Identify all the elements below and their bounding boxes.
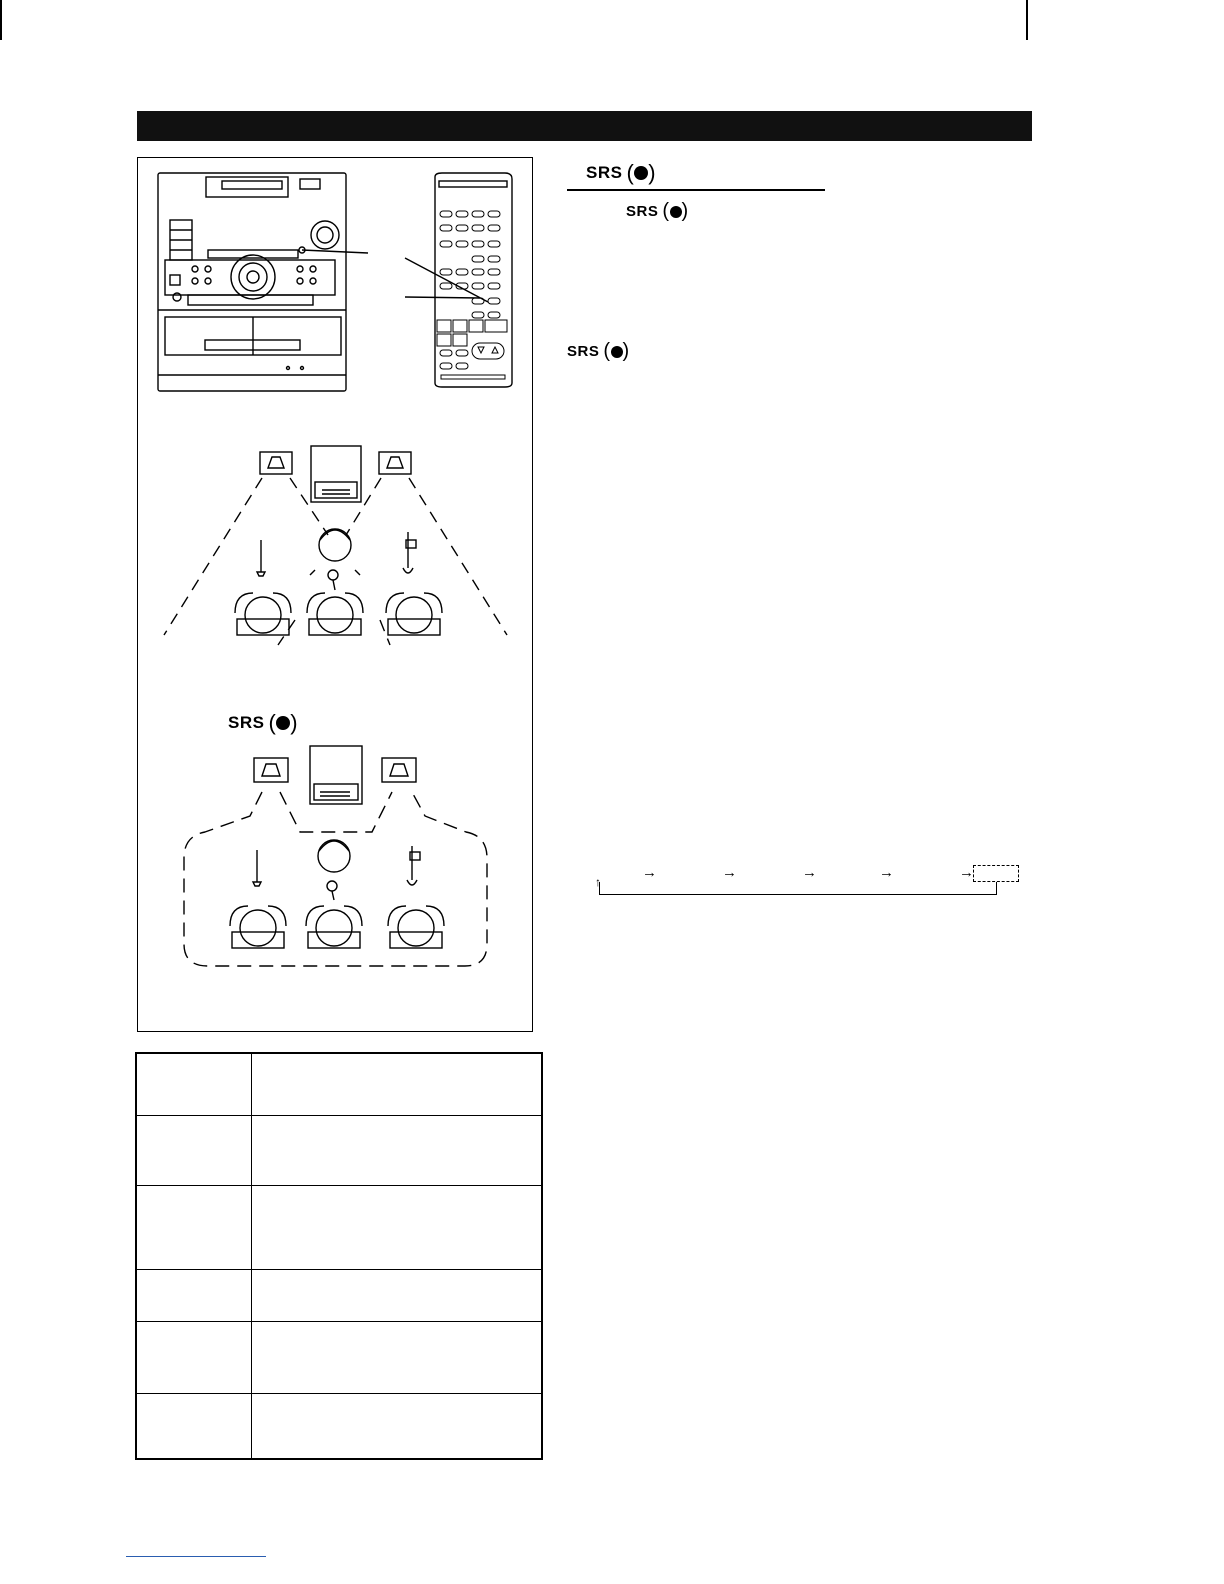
- trumpet-icon: [407, 846, 420, 885]
- srs-logo-open-paren: (: [603, 340, 611, 362]
- srs-3d-diagram: [150, 740, 525, 975]
- crop-mark-top-right: [1026, 0, 1028, 40]
- stereo-unit-icon: [158, 173, 346, 391]
- footer-rule: [126, 1556, 266, 1557]
- srs-logo-text: SRS: [626, 203, 659, 220]
- crop-mark-top-left: [0, 0, 2, 40]
- left-speaker-icon: [260, 452, 292, 474]
- description-cell: [252, 1185, 543, 1269]
- table-row: [136, 1393, 542, 1459]
- srs-logo-text: SRS: [228, 713, 265, 732]
- srs-logo-diagram: [228, 710, 298, 736]
- description-cell: [252, 1053, 543, 1115]
- singer-icon: [310, 529, 360, 590]
- table-row: [136, 1053, 542, 1115]
- cycle-arrow: →: [879, 864, 894, 881]
- audience-icon: [230, 906, 444, 948]
- description-cell: [252, 1269, 543, 1321]
- srs-dot-icon: [611, 346, 623, 358]
- stereo-system-icon: [310, 746, 362, 804]
- table-row: [136, 1321, 542, 1393]
- srs-logo-open-paren: (: [662, 200, 670, 222]
- right-speaker-icon: [382, 758, 416, 782]
- srs-logo-close-paren: ): [290, 710, 299, 735]
- srs-logo-open-paren: (: [268, 710, 277, 735]
- srs-dot-icon: [634, 166, 648, 180]
- cycle-arrow: →: [642, 864, 657, 881]
- srs-logo-heading: [586, 160, 656, 186]
- srs-logo-close-paren: ): [622, 340, 630, 362]
- mode-cell: [136, 1269, 252, 1321]
- srs-logo-open-paren: (: [626, 160, 635, 185]
- left-speaker-icon: [254, 758, 288, 782]
- normal-stereo-diagram: [150, 440, 525, 655]
- cycle-arrow: →: [959, 864, 974, 881]
- mode-cell: [136, 1185, 252, 1269]
- right-speaker-icon: [379, 452, 411, 474]
- mode-cell: [136, 1393, 252, 1459]
- srs-logo-close-paren: ): [681, 200, 689, 222]
- trumpet-icon: [403, 532, 416, 573]
- stereo-remote-illustration: [150, 165, 525, 395]
- srs-dot-icon: [276, 716, 290, 730]
- singer-icon: [318, 840, 350, 900]
- mode-cell: [136, 1321, 252, 1393]
- section-header-bar: [137, 111, 1032, 141]
- srs-logo-close-paren: ): [648, 160, 657, 185]
- srs-logo-paragraph: [567, 340, 630, 363]
- mode-cell: [136, 1115, 252, 1185]
- clarinet-icon: [253, 850, 261, 886]
- heading-rule: [567, 189, 825, 191]
- description-cell: [252, 1393, 543, 1459]
- cycle-last-box: [973, 865, 1019, 882]
- audience-icon: [235, 593, 442, 635]
- cycle-return-arrow: ↑: [595, 875, 601, 889]
- description-cell: [252, 1321, 543, 1393]
- description-cell: [252, 1115, 543, 1185]
- table-row: [136, 1269, 542, 1321]
- stereo-system-icon: [311, 446, 361, 502]
- mode-description-table: [135, 1052, 543, 1460]
- table-row: [136, 1185, 542, 1269]
- mode-cycle-flow: [595, 864, 1025, 900]
- clarinet-icon: [257, 540, 265, 576]
- cycle-arrow: →: [722, 864, 737, 881]
- srs-logo-text: SRS: [586, 163, 623, 182]
- table-row: [136, 1115, 542, 1185]
- mode-cell: [136, 1053, 252, 1115]
- srs-dot-icon: [670, 206, 682, 218]
- cycle-return-line: [599, 882, 997, 895]
- srs-logo-text: SRS: [567, 343, 600, 360]
- cycle-arrow: →: [802, 864, 817, 881]
- srs-logo-inline: [626, 200, 689, 223]
